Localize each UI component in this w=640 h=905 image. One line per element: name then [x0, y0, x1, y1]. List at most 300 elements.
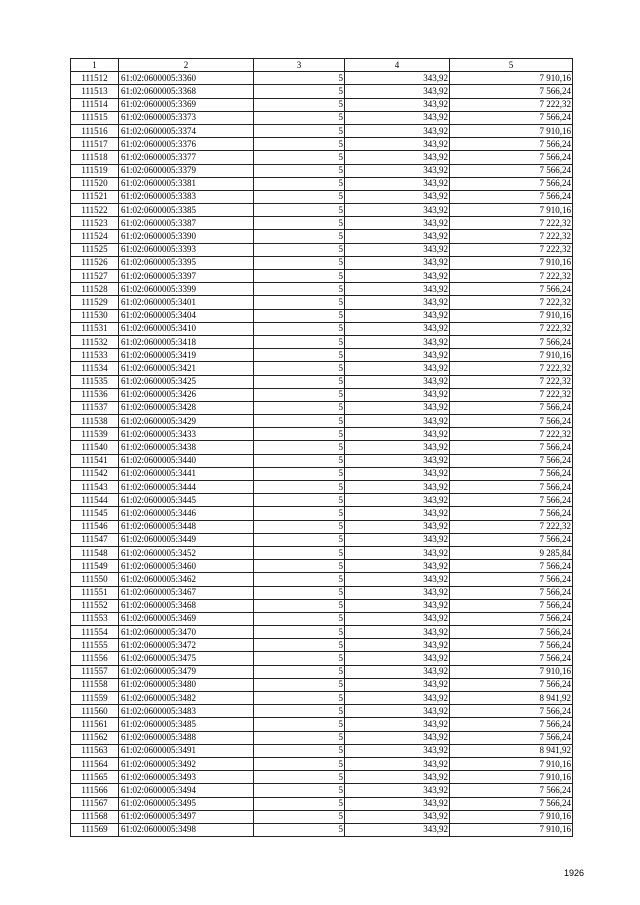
cadastral-number-cell: 61:02:0600005:3397 — [119, 270, 254, 283]
quantity-cell: 5 — [254, 401, 345, 414]
amount-cell: 7 566,24 — [450, 190, 573, 203]
row-number-cell: 111519 — [71, 164, 119, 177]
quantity-cell: 5 — [254, 309, 345, 322]
amount-cell: 7 222,32 — [450, 270, 573, 283]
rate-cell: 343,92 — [345, 441, 450, 454]
cadastral-number-cell: 61:02:0600005:3479 — [119, 665, 254, 678]
rate-cell: 343,92 — [345, 204, 450, 217]
row-number-cell: 111527 — [71, 270, 119, 283]
table-row — [71, 626, 573, 639]
table-row — [71, 177, 573, 190]
cadastral-number-cell: 61:02:0600005:3368 — [119, 85, 254, 98]
row-number-cell: 111549 — [71, 560, 119, 573]
quantity-cell: 5 — [254, 164, 345, 177]
cadastral-number-cell: 61:02:0600005:3369 — [119, 98, 254, 111]
row-number-cell: 111550 — [71, 573, 119, 586]
cadastral-number-cell: 61:02:0600005:3452 — [119, 546, 254, 559]
quantity-cell: 5 — [254, 256, 345, 269]
amount-cell: 7 566,24 — [450, 718, 573, 731]
quantity-cell: 5 — [254, 494, 345, 507]
cadastral-number-cell: 61:02:0600005:3374 — [119, 124, 254, 137]
quantity-cell: 5 — [254, 692, 345, 705]
table-row — [71, 533, 573, 546]
amount-cell: 7 566,24 — [450, 111, 573, 124]
row-number-cell: 111538 — [71, 415, 119, 428]
quantity-cell: 5 — [254, 217, 345, 230]
table-row — [71, 230, 573, 243]
rate-cell: 343,92 — [345, 665, 450, 678]
amount-cell: 9 285,84 — [450, 546, 573, 559]
quantity-cell: 5 — [254, 586, 345, 599]
table-row — [71, 322, 573, 335]
rate-cell: 343,92 — [345, 151, 450, 164]
row-number-cell: 111552 — [71, 599, 119, 612]
row-number-cell: 111530 — [71, 309, 119, 322]
quantity-cell: 5 — [254, 665, 345, 678]
cadastral-number-cell: 61:02:0600005:3448 — [119, 520, 254, 533]
cadastral-number-cell: 61:02:0600005:3418 — [119, 335, 254, 348]
rate-cell: 343,92 — [345, 560, 450, 573]
table-row — [71, 388, 573, 401]
cadastral-number-cell: 61:02:0600005:3385 — [119, 204, 254, 217]
amount-cell: 7 222,32 — [450, 217, 573, 230]
cadastral-number-cell: 61:02:0600005:3494 — [119, 784, 254, 797]
row-number-cell: 111539 — [71, 428, 119, 441]
cadastral-number-cell: 61:02:0600005:3429 — [119, 415, 254, 428]
quantity-cell: 5 — [254, 520, 345, 533]
amount-cell: 7 566,24 — [450, 177, 573, 190]
rate-cell: 343,92 — [345, 322, 450, 335]
row-number-cell: 111545 — [71, 507, 119, 520]
rate-cell: 343,92 — [345, 626, 450, 639]
rate-cell: 343,92 — [345, 467, 450, 480]
table-row — [71, 309, 573, 322]
row-number-cell: 111515 — [71, 111, 119, 124]
table-row — [71, 190, 573, 203]
row-number-cell: 111523 — [71, 217, 119, 230]
amount-cell: 7 566,24 — [450, 705, 573, 718]
amount-cell: 7 566,24 — [450, 283, 573, 296]
row-number-cell: 111517 — [71, 138, 119, 151]
quantity-cell: 5 — [254, 546, 345, 559]
table-row — [71, 98, 573, 111]
row-number-cell: 111555 — [71, 639, 119, 652]
rate-cell: 343,92 — [345, 823, 450, 836]
row-number-cell: 111540 — [71, 441, 119, 454]
rate-cell: 343,92 — [345, 454, 450, 467]
row-number-cell: 111521 — [71, 190, 119, 203]
cadastral-number-cell: 61:02:0600005:3470 — [119, 626, 254, 639]
row-number-cell: 111541 — [71, 454, 119, 467]
table-row — [71, 441, 573, 454]
cadastral-number-cell: 61:02:0600005:3491 — [119, 744, 254, 757]
row-number-cell: 111546 — [71, 520, 119, 533]
table-row — [71, 283, 573, 296]
cadastral-number-cell: 61:02:0600005:3482 — [119, 692, 254, 705]
rate-cell: 343,92 — [345, 243, 450, 256]
cadastral-number-cell: 61:02:0600005:3475 — [119, 652, 254, 665]
row-number-cell: 111535 — [71, 375, 119, 388]
rate-cell: 343,92 — [345, 771, 450, 784]
cadastral-number-cell: 61:02:0600005:3410 — [119, 322, 254, 335]
cadastral-number-cell: 61:02:0600005:3495 — [119, 797, 254, 810]
row-number-cell: 111567 — [71, 797, 119, 810]
row-number-cell: 111516 — [71, 124, 119, 137]
quantity-cell: 5 — [254, 467, 345, 480]
cadastral-number-cell: 61:02:0600005:3401 — [119, 296, 254, 309]
quantity-cell: 5 — [254, 138, 345, 151]
amount-cell: 7 566,24 — [450, 599, 573, 612]
table-row — [71, 494, 573, 507]
column-header-3: 3 — [254, 59, 345, 72]
quantity-cell: 5 — [254, 481, 345, 494]
cadastral-number-cell: 61:02:0600005:3440 — [119, 454, 254, 467]
amount-cell: 7 910,16 — [450, 665, 573, 678]
row-number-cell: 111531 — [71, 322, 119, 335]
quantity-cell: 5 — [254, 111, 345, 124]
amount-cell: 8 941,92 — [450, 692, 573, 705]
cadastral-number-cell: 61:02:0600005:3390 — [119, 230, 254, 243]
amount-cell: 7 222,32 — [450, 230, 573, 243]
table-row — [71, 428, 573, 441]
table-row — [71, 718, 573, 731]
cadastral-number-cell: 61:02:0600005:3497 — [119, 810, 254, 823]
table-row — [71, 85, 573, 98]
row-number-cell: 111556 — [71, 652, 119, 665]
row-number-cell: 111547 — [71, 533, 119, 546]
amount-cell: 7 566,24 — [450, 612, 573, 625]
table-row — [71, 164, 573, 177]
column-header-1: 1 — [71, 59, 119, 72]
amount-cell: 7 910,16 — [450, 823, 573, 836]
quantity-cell: 5 — [254, 573, 345, 586]
row-number-cell: 111528 — [71, 283, 119, 296]
quantity-cell: 5 — [254, 322, 345, 335]
cadastral-number-cell: 61:02:0600005:3387 — [119, 217, 254, 230]
rate-cell: 343,92 — [345, 586, 450, 599]
cadastral-number-cell: 61:02:0600005:3488 — [119, 731, 254, 744]
amount-cell: 7 566,24 — [450, 731, 573, 744]
cadastral-number-cell: 61:02:0600005:3381 — [119, 177, 254, 190]
amount-cell: 7 566,24 — [450, 164, 573, 177]
rate-cell: 343,92 — [345, 692, 450, 705]
quantity-cell: 5 — [254, 177, 345, 190]
quantity-cell: 5 — [254, 349, 345, 362]
amount-cell: 7 222,32 — [450, 520, 573, 533]
rate-cell: 343,92 — [345, 678, 450, 691]
amount-cell: 7 566,24 — [450, 335, 573, 348]
table-row — [71, 256, 573, 269]
amount-cell: 7 910,16 — [450, 757, 573, 770]
amount-cell: 7 566,24 — [450, 797, 573, 810]
rate-cell: 343,92 — [345, 481, 450, 494]
cadastral-number-cell: 61:02:0600005:3379 — [119, 164, 254, 177]
quantity-cell: 5 — [254, 270, 345, 283]
page-number: 1926 — [563, 868, 584, 878]
row-number-cell: 111534 — [71, 362, 119, 375]
table-row — [71, 507, 573, 520]
cadastral-number-cell: 61:02:0600005:3472 — [119, 639, 254, 652]
amount-cell: 7 222,32 — [450, 362, 573, 375]
column-header-5: 5 — [450, 59, 573, 72]
amount-cell: 7 222,32 — [450, 296, 573, 309]
amount-cell: 7 566,24 — [450, 138, 573, 151]
table-row — [71, 692, 573, 705]
cadastral-number-cell: 61:02:0600005:3449 — [119, 533, 254, 546]
cadastral-number-cell: 61:02:0600005:3404 — [119, 309, 254, 322]
row-number-cell: 111536 — [71, 388, 119, 401]
amount-cell: 7 566,24 — [450, 533, 573, 546]
rate-cell: 343,92 — [345, 810, 450, 823]
rate-cell: 343,92 — [345, 546, 450, 559]
table-row — [71, 481, 573, 494]
amount-cell: 7 566,24 — [450, 507, 573, 520]
rate-cell: 343,92 — [345, 797, 450, 810]
rate-cell: 343,92 — [345, 428, 450, 441]
quantity-cell: 5 — [254, 771, 345, 784]
row-number-cell: 111554 — [71, 626, 119, 639]
amount-cell: 7 222,32 — [450, 375, 573, 388]
amount-cell: 7 566,24 — [450, 494, 573, 507]
cadastral-number-cell: 61:02:0600005:3483 — [119, 705, 254, 718]
table-row — [71, 296, 573, 309]
quantity-cell: 5 — [254, 85, 345, 98]
rate-cell: 343,92 — [345, 757, 450, 770]
cadastral-number-cell: 61:02:0600005:3498 — [119, 823, 254, 836]
table-row — [71, 639, 573, 652]
cadastral-number-cell: 61:02:0600005:3445 — [119, 494, 254, 507]
row-number-cell: 111568 — [71, 810, 119, 823]
table-row — [71, 652, 573, 665]
cadastral-number-cell: 61:02:0600005:3425 — [119, 375, 254, 388]
table-row — [71, 204, 573, 217]
table-row — [71, 771, 573, 784]
table-row — [71, 757, 573, 770]
quantity-cell: 5 — [254, 757, 345, 770]
row-number-cell: 111553 — [71, 612, 119, 625]
row-number-cell: 111512 — [71, 72, 119, 85]
quantity-cell: 5 — [254, 810, 345, 823]
amount-cell: 7 222,32 — [450, 322, 573, 335]
quantity-cell: 5 — [254, 375, 345, 388]
table-row — [71, 784, 573, 797]
amount-cell: 7 566,24 — [450, 639, 573, 652]
rate-cell: 343,92 — [345, 111, 450, 124]
table-row — [71, 599, 573, 612]
table-row — [71, 401, 573, 414]
quantity-cell: 5 — [254, 204, 345, 217]
quantity-cell: 5 — [254, 626, 345, 639]
cadastral-number-cell: 61:02:0600005:3399 — [119, 283, 254, 296]
quantity-cell: 5 — [254, 190, 345, 203]
table-row — [71, 335, 573, 348]
cadastral-number-cell: 61:02:0600005:3467 — [119, 586, 254, 599]
row-number-cell: 111559 — [71, 692, 119, 705]
cadastral-number-cell: 61:02:0600005:3460 — [119, 560, 254, 573]
rate-cell: 343,92 — [345, 270, 450, 283]
quantity-cell: 5 — [254, 362, 345, 375]
row-number-cell: 111544 — [71, 494, 119, 507]
rate-cell: 343,92 — [345, 652, 450, 665]
row-number-cell: 111518 — [71, 151, 119, 164]
cadastral-number-cell: 61:02:0600005:3441 — [119, 467, 254, 480]
rate-cell: 343,92 — [345, 98, 450, 111]
row-number-cell: 111566 — [71, 784, 119, 797]
rate-cell: 343,92 — [345, 705, 450, 718]
amount-cell: 7 910,16 — [450, 72, 573, 85]
row-number-cell: 111524 — [71, 230, 119, 243]
amount-cell: 7 566,24 — [450, 85, 573, 98]
cadastral-number-cell: 61:02:0600005:3428 — [119, 401, 254, 414]
table-row — [71, 586, 573, 599]
cadastral-number-cell: 61:02:0600005:3492 — [119, 757, 254, 770]
quantity-cell: 5 — [254, 428, 345, 441]
rate-cell: 343,92 — [345, 494, 450, 507]
table-row — [71, 797, 573, 810]
quantity-cell: 5 — [254, 335, 345, 348]
rate-cell: 343,92 — [345, 388, 450, 401]
table-row — [71, 520, 573, 533]
cadastral-number-cell: 61:02:0600005:3393 — [119, 243, 254, 256]
row-number-cell: 111533 — [71, 349, 119, 362]
table-row — [71, 415, 573, 428]
row-number-cell: 111551 — [71, 586, 119, 599]
row-number-cell: 111532 — [71, 335, 119, 348]
quantity-cell: 5 — [254, 612, 345, 625]
rate-cell: 343,92 — [345, 744, 450, 757]
table-row — [71, 138, 573, 151]
quantity-cell: 5 — [254, 124, 345, 137]
quantity-cell: 5 — [254, 72, 345, 85]
rate-cell: 343,92 — [345, 415, 450, 428]
row-number-cell: 111557 — [71, 665, 119, 678]
column-header-4: 4 — [345, 59, 450, 72]
rate-cell: 343,92 — [345, 533, 450, 546]
amount-cell: 7 566,24 — [450, 626, 573, 639]
rate-cell: 343,92 — [345, 784, 450, 797]
row-number-cell: 111564 — [71, 757, 119, 770]
rate-cell: 343,92 — [345, 283, 450, 296]
amount-cell: 7 566,24 — [450, 678, 573, 691]
amount-cell: 7 222,32 — [450, 98, 573, 111]
table-row — [71, 731, 573, 744]
cadastral-number-cell: 61:02:0600005:3433 — [119, 428, 254, 441]
row-number-cell: 111526 — [71, 256, 119, 269]
rate-cell: 343,92 — [345, 335, 450, 348]
amount-cell: 7 910,16 — [450, 309, 573, 322]
rate-cell: 343,92 — [345, 230, 450, 243]
amount-cell: 7 222,32 — [450, 388, 573, 401]
table-row — [71, 72, 573, 85]
amount-cell: 7 910,16 — [450, 810, 573, 823]
amount-cell: 7 566,24 — [450, 481, 573, 494]
cadastral-number-cell: 61:02:0600005:3469 — [119, 612, 254, 625]
table-row — [71, 678, 573, 691]
table-row — [71, 573, 573, 586]
cadastral-number-cell: 61:02:0600005:3493 — [119, 771, 254, 784]
quantity-cell: 5 — [254, 797, 345, 810]
quantity-cell: 5 — [254, 784, 345, 797]
amount-cell: 7 566,24 — [450, 467, 573, 480]
cadastral-number-cell: 61:02:0600005:3395 — [119, 256, 254, 269]
rate-cell: 343,92 — [345, 164, 450, 177]
table-row — [71, 560, 573, 573]
row-number-cell: 111537 — [71, 401, 119, 414]
row-number-cell: 111520 — [71, 177, 119, 190]
rate-cell: 343,92 — [345, 731, 450, 744]
cadastral-number-cell: 61:02:0600005:3383 — [119, 190, 254, 203]
rate-cell: 343,92 — [345, 639, 450, 652]
cadastral-number-cell: 61:02:0600005:3373 — [119, 111, 254, 124]
cadastral-number-cell: 61:02:0600005:3444 — [119, 481, 254, 494]
quantity-cell: 5 — [254, 151, 345, 164]
row-number-cell: 111563 — [71, 744, 119, 757]
data-table — [70, 58, 573, 837]
quantity-cell: 5 — [254, 744, 345, 757]
amount-cell: 7 566,24 — [450, 401, 573, 414]
quantity-cell: 5 — [254, 533, 345, 546]
table-row — [71, 124, 573, 137]
amount-cell: 7 222,32 — [450, 243, 573, 256]
amount-cell: 7 566,24 — [450, 151, 573, 164]
rate-cell: 343,92 — [345, 85, 450, 98]
quantity-cell: 5 — [254, 230, 345, 243]
cadastral-number-cell: 61:02:0600005:3480 — [119, 678, 254, 691]
rate-cell: 343,92 — [345, 124, 450, 137]
cadastral-number-cell: 61:02:0600005:3419 — [119, 349, 254, 362]
cadastral-number-cell: 61:02:0600005:3468 — [119, 599, 254, 612]
amount-cell: 7 910,16 — [450, 204, 573, 217]
table-row — [71, 111, 573, 124]
amount-cell: 8 941,92 — [450, 744, 573, 757]
quantity-cell: 5 — [254, 507, 345, 520]
quantity-cell: 5 — [254, 560, 345, 573]
quantity-cell: 5 — [254, 678, 345, 691]
table-row — [71, 612, 573, 625]
quantity-cell: 5 — [254, 639, 345, 652]
row-number-cell: 111562 — [71, 731, 119, 744]
cadastral-number-cell: 61:02:0600005:3462 — [119, 573, 254, 586]
rate-cell: 343,92 — [345, 507, 450, 520]
header-row — [71, 59, 573, 72]
table-row — [71, 151, 573, 164]
amount-cell: 7 566,24 — [450, 573, 573, 586]
rate-cell: 343,92 — [345, 177, 450, 190]
table-row — [71, 362, 573, 375]
quantity-cell: 5 — [254, 652, 345, 665]
row-number-cell: 111560 — [71, 705, 119, 718]
quantity-cell: 5 — [254, 705, 345, 718]
rate-cell: 343,92 — [345, 349, 450, 362]
amount-cell: 7 910,16 — [450, 124, 573, 137]
quantity-cell: 5 — [254, 283, 345, 296]
rate-cell: 343,92 — [345, 362, 450, 375]
table-row — [71, 665, 573, 678]
table-row — [71, 705, 573, 718]
rate-cell: 343,92 — [345, 573, 450, 586]
cadastral-number-cell: 61:02:0600005:3377 — [119, 151, 254, 164]
quantity-cell: 5 — [254, 454, 345, 467]
table-row — [71, 243, 573, 256]
table-row — [71, 454, 573, 467]
rate-cell: 343,92 — [345, 375, 450, 388]
quantity-cell: 5 — [254, 296, 345, 309]
row-number-cell: 111558 — [71, 678, 119, 691]
row-number-cell: 111565 — [71, 771, 119, 784]
row-number-cell: 111543 — [71, 481, 119, 494]
row-number-cell: 111548 — [71, 546, 119, 559]
quantity-cell: 5 — [254, 731, 345, 744]
